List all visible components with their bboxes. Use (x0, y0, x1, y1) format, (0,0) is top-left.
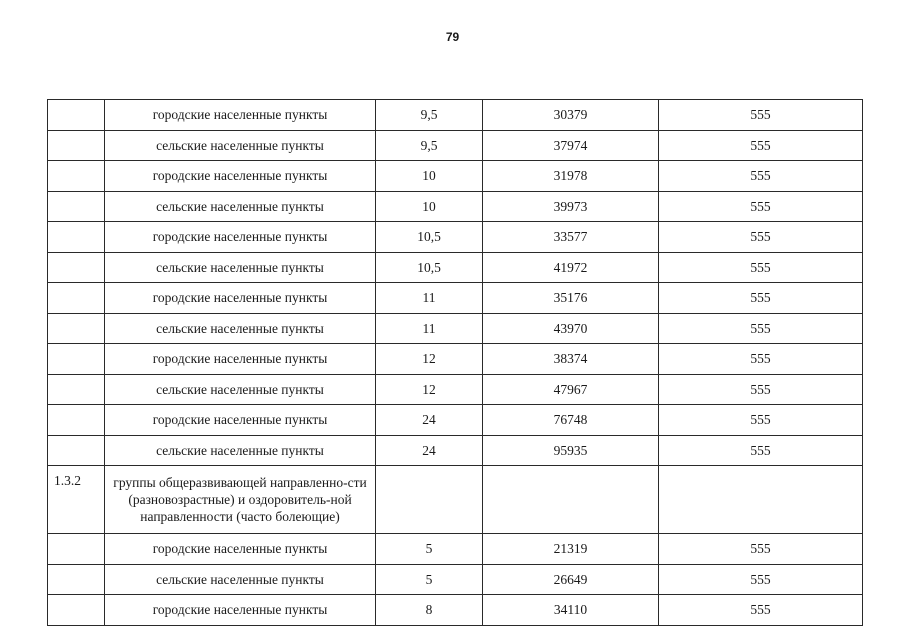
extra-cell: 555 (659, 564, 863, 595)
name-cell: сельские населенные пункты (105, 191, 376, 222)
table-row (48, 130, 863, 161)
extra-cell: 555 (659, 405, 863, 436)
extra-cell: 555 (659, 283, 863, 314)
value-cell: 11 (376, 283, 483, 314)
code-cell (48, 283, 105, 314)
code-cell (48, 435, 105, 466)
extra-cell: 555 (659, 344, 863, 375)
amount-cell: 41972 (483, 252, 659, 283)
rates-table (47, 99, 863, 626)
value-cell: 24 (376, 405, 483, 436)
name-cell: группы общеразвивающей направленно-сти (разновозрастные) и оздоровитель-ной направленности (часто болеющие) (105, 466, 376, 534)
code-cell (48, 252, 105, 283)
code-cell (48, 130, 105, 161)
value-cell: 12 (376, 344, 483, 375)
name-cell: городские населенные пункты (105, 222, 376, 253)
value-cell: 5 (376, 564, 483, 595)
name-cell: сельские населенные пункты (105, 130, 376, 161)
code-cell (48, 374, 105, 405)
table-row (48, 435, 863, 466)
amount-cell: 47967 (483, 374, 659, 405)
name-cell: городские населенные пункты (105, 534, 376, 565)
value-cell: 10,5 (376, 222, 483, 253)
value-cell: 10,5 (376, 252, 483, 283)
extra-cell: 555 (659, 100, 863, 131)
code-cell (48, 344, 105, 375)
extra-cell: 555 (659, 374, 863, 405)
amount-cell: 38374 (483, 344, 659, 375)
amount-cell: 43970 (483, 313, 659, 344)
value-cell: 11 (376, 313, 483, 344)
value-cell (376, 466, 483, 534)
code-cell: 1.3.2 (48, 466, 105, 534)
amount-cell: 37974 (483, 130, 659, 161)
name-cell: сельские населенные пункты (105, 313, 376, 344)
code-cell (48, 191, 105, 222)
table-row (48, 100, 863, 131)
value-cell: 24 (376, 435, 483, 466)
table-row (48, 564, 863, 595)
page-number: 79 (445, 30, 460, 44)
table-row (48, 595, 863, 626)
amount-cell: 95935 (483, 435, 659, 466)
amount-cell: 30379 (483, 100, 659, 131)
extra-cell: 555 (659, 161, 863, 192)
name-cell: сельские населенные пункты (105, 564, 376, 595)
table-row (48, 283, 863, 314)
code-cell (48, 595, 105, 626)
extra-cell: 555 (659, 252, 863, 283)
amount-cell: 21319 (483, 534, 659, 565)
extra-cell: 555 (659, 595, 863, 626)
name-cell: сельские населенные пункты (105, 435, 376, 466)
extra-cell (659, 466, 863, 534)
amount-cell: 33577 (483, 222, 659, 253)
name-cell: городские населенные пункты (105, 161, 376, 192)
table-row (48, 191, 863, 222)
code-cell (48, 161, 105, 192)
table-row (48, 405, 863, 436)
table-row (48, 466, 863, 534)
name-cell: городские населенные пункты (105, 100, 376, 131)
table-row (48, 161, 863, 192)
value-cell: 8 (376, 595, 483, 626)
extra-cell: 555 (659, 435, 863, 466)
amount-cell: 35176 (483, 283, 659, 314)
value-cell: 10 (376, 161, 483, 192)
value-cell: 9,5 (376, 100, 483, 131)
amount-cell: 34110 (483, 595, 659, 626)
amount-cell: 31978 (483, 161, 659, 192)
table-row (48, 313, 863, 344)
table-body (48, 100, 863, 626)
value-cell: 12 (376, 374, 483, 405)
name-cell: городские населенные пункты (105, 595, 376, 626)
code-cell (48, 564, 105, 595)
code-cell (48, 100, 105, 131)
extra-cell: 555 (659, 130, 863, 161)
code-cell (48, 405, 105, 436)
extra-cell: 555 (659, 222, 863, 253)
value-cell: 10 (376, 191, 483, 222)
code-cell (48, 313, 105, 344)
name-cell: городские населенные пункты (105, 405, 376, 436)
table-row (48, 534, 863, 565)
extra-cell: 555 (659, 313, 863, 344)
code-cell (48, 534, 105, 565)
amount-cell (483, 466, 659, 534)
name-cell: сельские населенные пункты (105, 374, 376, 405)
table-row (48, 374, 863, 405)
extra-cell: 555 (659, 534, 863, 565)
value-cell: 9,5 (376, 130, 483, 161)
value-cell: 5 (376, 534, 483, 565)
extra-cell: 555 (659, 191, 863, 222)
amount-cell: 26649 (483, 564, 659, 595)
code-cell (48, 222, 105, 253)
table-row (48, 252, 863, 283)
name-cell: сельские населенные пункты (105, 252, 376, 283)
name-cell: городские населенные пункты (105, 344, 376, 375)
table-row (48, 222, 863, 253)
name-cell: городские населенные пункты (105, 283, 376, 314)
amount-cell: 76748 (483, 405, 659, 436)
amount-cell: 39973 (483, 191, 659, 222)
table-row (48, 344, 863, 375)
